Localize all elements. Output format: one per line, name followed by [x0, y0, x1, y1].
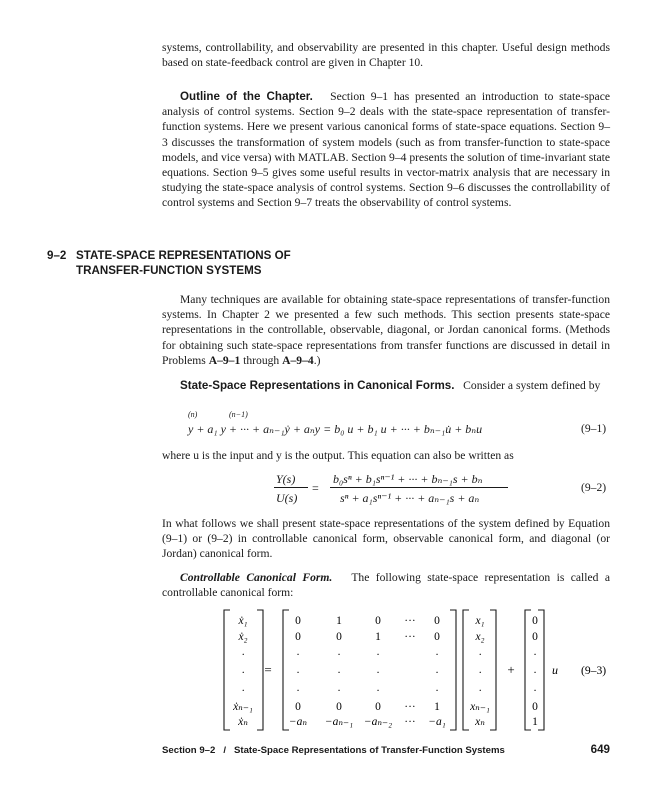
eq3-xdot-vector	[232, 615, 253, 728]
techniques-paragraph	[162, 292, 610, 368]
eq2-frac-bar-left	[274, 487, 308, 488]
eq2-frac-bar-right	[330, 487, 508, 488]
matrix-entry: ·	[296, 667, 300, 679]
matrix-entry: 0	[295, 631, 301, 643]
matrix-entry: 1	[434, 701, 440, 713]
problem-ref-a: A–9–1	[208, 353, 241, 367]
matrix-entry: 0	[295, 701, 301, 713]
where-paragraph: where u is the input and y is the output. This equation can also be written as	[162, 449, 514, 462]
xdot-entry: ·	[241, 685, 245, 697]
section-title-line1: STATE-SPACE REPRESENTATIONS OF	[76, 249, 291, 262]
intro-paragraph: systems, controllability, and observability are presented in this chapter. Useful design methods based on state-feedback control are given in Chapter 10.	[162, 41, 610, 70]
matrix-entry: −aₙ₋₁	[324, 716, 354, 728]
bracket-matrix	[283, 610, 456, 730]
x-entry: xₙ₋₁	[470, 701, 490, 713]
b-entry: ·	[533, 667, 537, 679]
matrix-entry: ···	[404, 615, 416, 627]
b-entry: ·	[533, 685, 537, 697]
matrix-entry: −a₁	[428, 716, 446, 728]
matrix-entry: ·	[296, 649, 300, 661]
x-entry: xₙ	[475, 716, 485, 728]
eq2-equals: =	[312, 481, 319, 495]
problem-ref-b: A–9–4	[282, 353, 314, 367]
eq3-system-matrix	[289, 615, 446, 728]
eq1-sup-n1: (n−1)	[229, 410, 248, 419]
canonical-text: Consider a system defined by	[463, 379, 601, 392]
eq2-num-right: b₀sⁿ + b₁sⁿ⁻¹ + ··· + bₙ₋₁s + bₙ	[333, 472, 483, 486]
eq2-den-left: U(s)	[276, 491, 298, 505]
section-heading	[47, 248, 291, 278]
matrix-entry: 0	[434, 631, 440, 643]
eq1-label: (9–1)	[581, 422, 607, 435]
eq3-input-vector	[532, 615, 538, 728]
controllable-text: The following state-space representation is called a controllable canonical form:	[162, 571, 610, 600]
x-entry: x₁	[475, 615, 485, 627]
matrix-entry: ·	[337, 685, 341, 697]
eq2-label: (9–2)	[581, 481, 607, 494]
xdot-entry: ·	[241, 649, 245, 661]
follow-paragraph: In what follows we shall present state-space representations of the system defined by Equation (9–1) or (9–2) in controllable canonical form, observable canonical form, and diagonal (or Jordan) canonical form.	[162, 517, 610, 561]
matrix-entry: ·	[337, 649, 341, 661]
xdot-entry: ẋ₂	[238, 631, 248, 643]
matrix-entry: 0	[336, 701, 342, 713]
b-entry: ·	[533, 649, 537, 661]
xdot-entry: ẋ₁	[238, 615, 248, 627]
b-entry: 0	[532, 701, 538, 713]
eq3-label: (9–3)	[581, 664, 607, 677]
matrix-entry: 0	[295, 615, 301, 627]
canonical-paragraph	[162, 378, 610, 393]
b-entry: 0	[532, 631, 538, 643]
eq2-num-left: Y(s)	[276, 472, 296, 486]
techniques-text-mid: through	[240, 353, 283, 367]
matrix-entry: ·	[376, 649, 380, 661]
matrix-entry: ·	[435, 649, 439, 661]
x-entry: x₂	[475, 631, 485, 643]
footer-running-head: Section 9–2 / State-Space Representations of Transfer-Function Systems	[162, 745, 505, 756]
matrix-entry: ···	[404, 716, 416, 728]
eq1-body: y + a₁ y + ··· + aₙ₋₁ẏ + aₙy = b₀ u + b₁ u + ··· + bₙ₋₁u̇ + bₙu	[188, 422, 483, 436]
controllable-lead: Controllable Canonical Form.	[180, 571, 333, 584]
b-entry: 0	[532, 615, 538, 627]
outline-text: Section 9–1 has presented an introduction to state-space analysis of control systems. Section 9–2 deals with the state-space representation of transfer-function systems. Here we present various canonical forms of state-space equations. Section 9–3 discusses the transformation of system models (such as from transfer-function to state-space models, and vice versa) with MATLAB. Section 9–4 presents the solution of time-invariant state equations. Section 9–5 gives some useful results in vector-matrix analysis that are necessary in studying the state-space analysis of control systems. Section 9–6 discusses the controllability of control systems and Section 9–7 treats the observability of control systems.	[162, 90, 610, 210]
eq3-plus: +	[507, 662, 515, 677]
page-number: 649	[590, 743, 610, 756]
matrix-entry: −aₙ₋₂	[363, 716, 393, 728]
x-entry: ·	[478, 685, 482, 697]
matrix-entry: 0	[434, 615, 440, 627]
eq3-equals: =	[264, 662, 272, 677]
canonical-lead: State-Space Representations in Canonical Forms.	[180, 379, 455, 392]
b-entry: 1	[532, 716, 538, 728]
xdot-entry: ·	[241, 667, 245, 679]
matrix-entry: ···	[404, 631, 416, 643]
section-title-line2: TRANSFER-FUNCTION SYSTEMS	[76, 264, 262, 277]
matrix-entry: 1	[375, 631, 381, 643]
eq3-u: u	[552, 663, 558, 677]
techniques-text-end: .)	[313, 353, 321, 367]
eq2-den-right: sⁿ + a₁sⁿ⁻¹ + ··· + aₙ₋₁s + aₙ	[340, 491, 480, 505]
matrix-entry: ···	[404, 701, 416, 713]
section-number: 9–2	[47, 249, 67, 262]
equation-9-3	[0, 606, 653, 736]
matrix-entry: 0	[375, 701, 381, 713]
xdot-entry: ẋₙ₋₁	[233, 701, 253, 713]
matrix-entry: −aₙ	[288, 716, 308, 728]
outline-paragraph	[162, 89, 610, 211]
page-footer	[162, 745, 610, 756]
matrix-entry: ·	[376, 685, 380, 697]
x-entry: ·	[478, 649, 482, 661]
matrix-entry: ·	[337, 667, 341, 679]
xdot-entry: ẋₙ	[238, 716, 248, 728]
eq3-state-vector	[469, 615, 490, 728]
x-entry: ·	[478, 667, 482, 679]
controllable-paragraph	[162, 570, 610, 600]
matrix-entry: 0	[375, 615, 381, 627]
matrix-entry: ·	[296, 685, 300, 697]
eq3-brackets	[224, 610, 544, 730]
matrix-entry: ·	[435, 667, 439, 679]
techniques-text: Many techniques are available for obtaining state-space representations of transfer-function systems. In Chapter 2 we presented a few such methods. This section presents state-space representations in the controllable, observable, diagonal, or Jordan canonical forms. (Methods for obtaining such state-space representations from transfer functions are discussed in detail in Problems	[162, 293, 610, 367]
eq1-sup-n: (n)	[188, 410, 198, 419]
matrix-entry: ·	[376, 667, 380, 679]
outline-lead: Outline of the Chapter.	[180, 90, 313, 103]
matrix-entry: ·	[435, 685, 439, 697]
matrix-entry: 0	[336, 631, 342, 643]
matrix-entry: 1	[336, 615, 342, 627]
